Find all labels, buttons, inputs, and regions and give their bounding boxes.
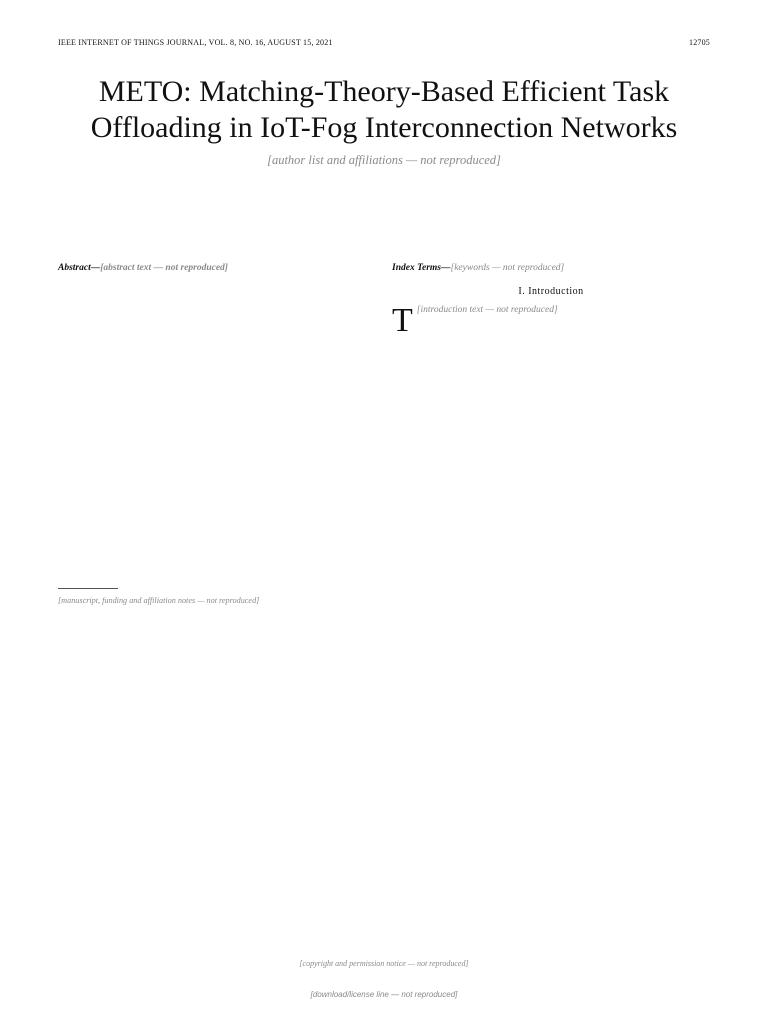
abstract (58, 262, 376, 275)
license-line (0, 990, 768, 999)
left-column (58, 262, 376, 275)
index-terms-label: Index Terms— (392, 263, 451, 273)
running-header (58, 38, 710, 47)
right-column (392, 262, 710, 339)
paper-title: METO: Matching-Theory-Based Efficient Task Offloading in IoT-Fog Interconnection Networks (90, 75, 678, 144)
intro-heading: I. Introduction (518, 286, 584, 297)
abstract-label: Abstract— (58, 263, 101, 273)
intro-body (392, 302, 710, 339)
intro-placeholder: [introduction text — not reproduced] (416, 305, 558, 315)
footnote-block (58, 588, 376, 606)
abstract-placeholder: [abstract text — not reproduced] (100, 263, 228, 273)
footnote-rule (58, 588, 118, 589)
copyright-placeholder: [copyright and permission notice — not reproduced] (299, 959, 469, 968)
author-list (80, 150, 688, 170)
page-number: 12705 (689, 38, 710, 47)
license-placeholder: [download/license line — not reproduced] (310, 990, 458, 999)
copyright-notice (58, 958, 710, 969)
journal-header: IEEE INTERNET OF THINGS JOURNAL, VOL. 8, NO. 16, AUGUST 15, 2021 (58, 38, 333, 47)
intro-dropcap: T (392, 302, 413, 339)
author-placeholder: [author list and affiliations — not reproduced] (267, 153, 501, 167)
footnote-placeholder: [manuscript, funding and affiliation notes — not reproduced] (58, 596, 260, 605)
index-terms (392, 262, 710, 275)
index-terms-placeholder: [keywords — not reproduced] (450, 263, 565, 273)
